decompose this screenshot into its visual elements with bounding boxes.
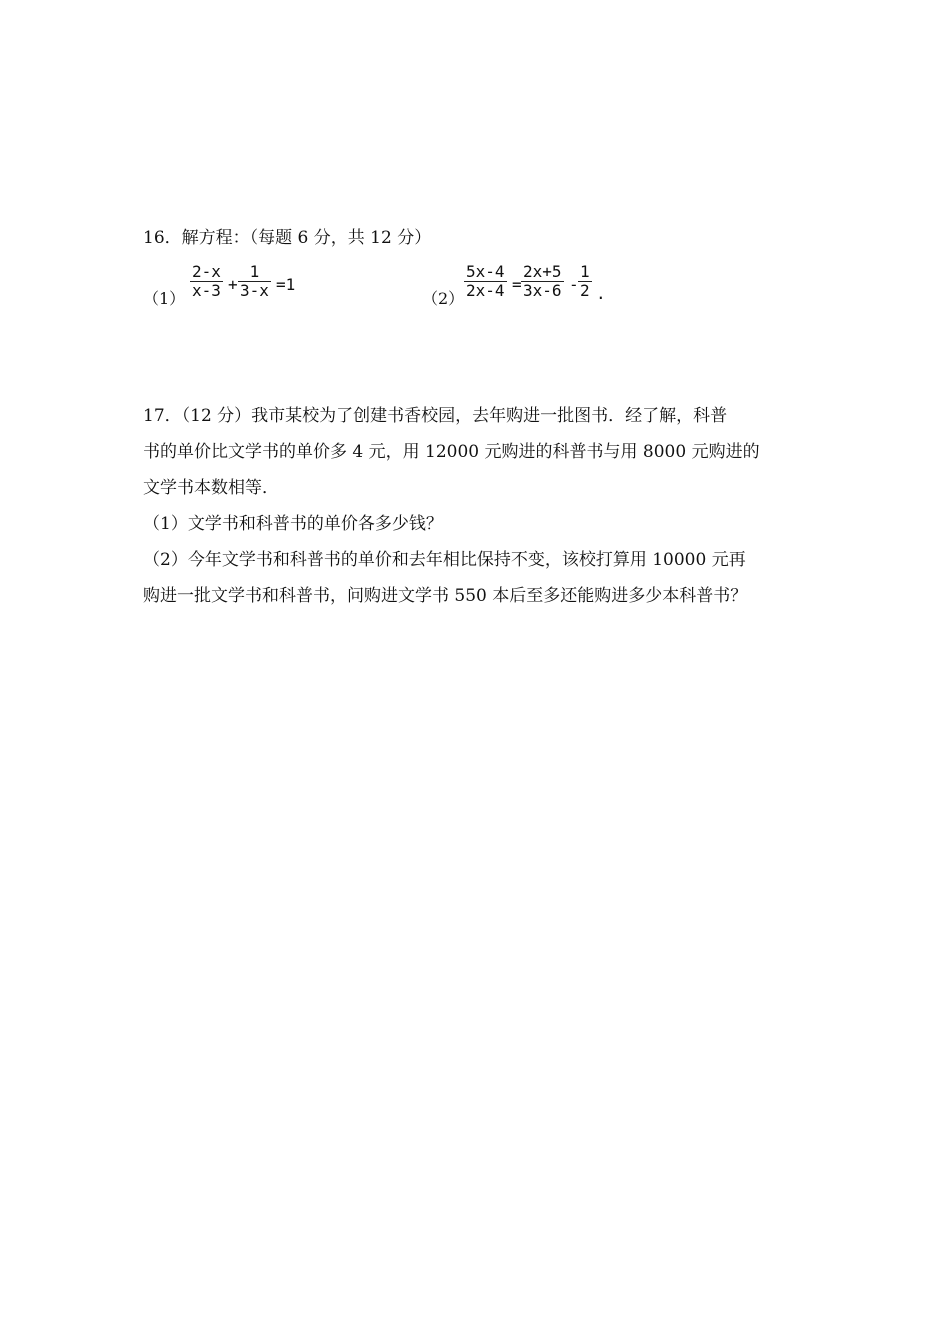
eq2-frac-b-numerator: 2x+5 (523, 262, 562, 281)
eq2-minus-operator: - (569, 275, 579, 294)
eq1-frac-a-denominator: x-3 (192, 281, 221, 300)
eq2-fraction-a (464, 263, 507, 300)
q17-line-4: （1）文学书和科普书的单价各多少钱？ (143, 514, 443, 534)
q17-line-6: 购进一批文学书和科普书，问购进文学书 550 本后至多还能购进多少本科普书？ (143, 586, 748, 606)
eq2-fraction-b (521, 263, 564, 300)
q17-line-5: （2）今年文学书和科普书的单价和去年相比保持不变，该校打算用 10000 元再 (143, 550, 746, 570)
eq1-frac-a-numerator: 2-x (192, 262, 221, 281)
eq1-plus-operator: + (228, 275, 238, 294)
eq1-fraction-a (190, 263, 223, 300)
eq2-frac-a-denominator: 2x-4 (466, 281, 505, 300)
q17-line-3: 文学书本数相等． (143, 478, 279, 498)
eq2-equals-operator: = (512, 275, 522, 294)
q17-line-1: 17．（12 分）我市某校为了创建书香校园，去年购进一批图书．经了解，科普 (143, 406, 728, 426)
eq2-label: （2） (422, 289, 465, 308)
eq2-frac-a-numerator: 5x-4 (466, 262, 505, 281)
eq2-frac-b-denominator: 3x-6 (523, 281, 562, 300)
eq2-end-period: . (596, 284, 606, 303)
eq1-rhs: =1 (276, 275, 296, 294)
eq1-label: （1） (143, 289, 186, 308)
q17-line-2: 书的单价比文学书的单价多 4 元，用 12000 元购进的科普书与用 8000 元购进的 (143, 442, 760, 462)
question-17 (143, 398, 808, 614)
eq2-frac-c-numerator: 1 (580, 262, 590, 281)
eq1-frac-b-denominator: 3-x (240, 281, 269, 300)
eq2-fraction-c (578, 263, 592, 300)
q16-title: 16．解方程：（每题 6 分，共 12 分） (143, 228, 432, 248)
eq1-fraction-b (238, 263, 271, 300)
eq2-frac-c-denominator: 2 (580, 281, 590, 300)
eq1-frac-b-numerator: 1 (238, 263, 271, 282)
